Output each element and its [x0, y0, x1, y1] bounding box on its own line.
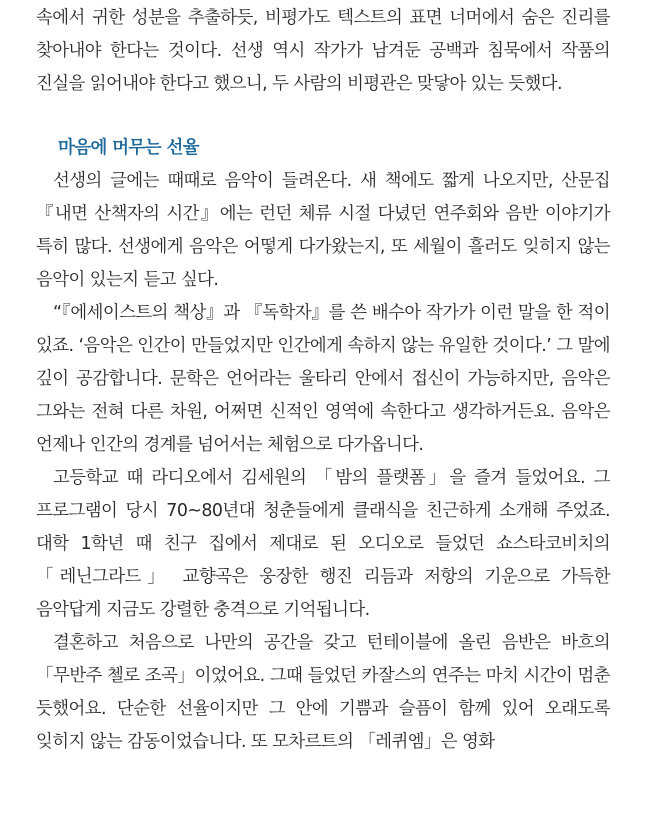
- body-paragraph: 결혼하고 처음으로 나만의 공간을 갖고 턴테이블에 올린 음반은 바흐의 「무반주 첼로 조곡」이었어요. 그때 들었던 카잘스의 연주는 마치 시간이 멈춘 듯했어요. 단순한 선율이지만 그 안에 기쁨과 슬픔이 함께 있어 오래도록 잊히지 않는 감동이었습니다. 또 모차르트의 「레퀴엠」은 영화: [36, 633, 610, 752]
- intro-paragraph: 속에서 귀한 성분을 추출하듯, 비평가도 텍스트의 표면 너머에서 숨은 진리를 찾아내야 한다는 것이다. 선생 역시 작가가 남겨둔 공백과 침묵에서 작품의 진실을 읽어내야 한다고 했으니, 두 사람의 비평관은 맞닿아 있는 듯했다.: [36, 8, 610, 94]
- body-paragraph: “『에세이스트의 책상』과 『독학자』를 쓴 배수아 작가가 이런 말을 한 적이 있죠. ‘음악은 인간이 만들었지만 인간에게 속하지 않는 유일한 것이다.’ 그 말에 깊이 공감합니다. 문학은 언어라는 울타리 안에서 접신이 가능하지만, 음악은 그와는 전혀 다른 차원, 어쩌면 신적인 영역에 속한다고 생각하거든요. 음악은 언제나 인간의 경계를 넘어서는 체험으로 다가옵니다.: [36, 303, 610, 455]
- body-paragraph: 고등학교 때 라디오에서 김세원의 「밤의 플랫폼」을 즐겨 들었어요. 그 프로그램이 당시 70~80년대 청춘들에게 클래식을 친근하게 소개해 주었죠. 대학 1학년 때 친구 집에서 제대로 된 오디오로 들었던 쇼스타코비치의 「레닌그라드」 교향곡은 웅장한 행진 리듬과 저항의 기운으로 가득한 음악답게 지금도 강렬한 충격으로 기억됩니다.: [36, 468, 610, 620]
- body-paragraph: 선생의 글에는 때때로 음악이 들려온다. 새 책에도 짧게 나오지만, 산문집 『내면 산책자의 시간』에는 런던 체류 시절 다녔던 연주회와 음반 이야기가 특히 많다. 선생에게 음악은 어떻게 다가왔는지, 또 세월이 흘러도 잊히지 않는 음악이 있는지 듣고 싶다.: [36, 171, 610, 290]
- section-heading: 마음에 머무는 선율: [58, 138, 200, 158]
